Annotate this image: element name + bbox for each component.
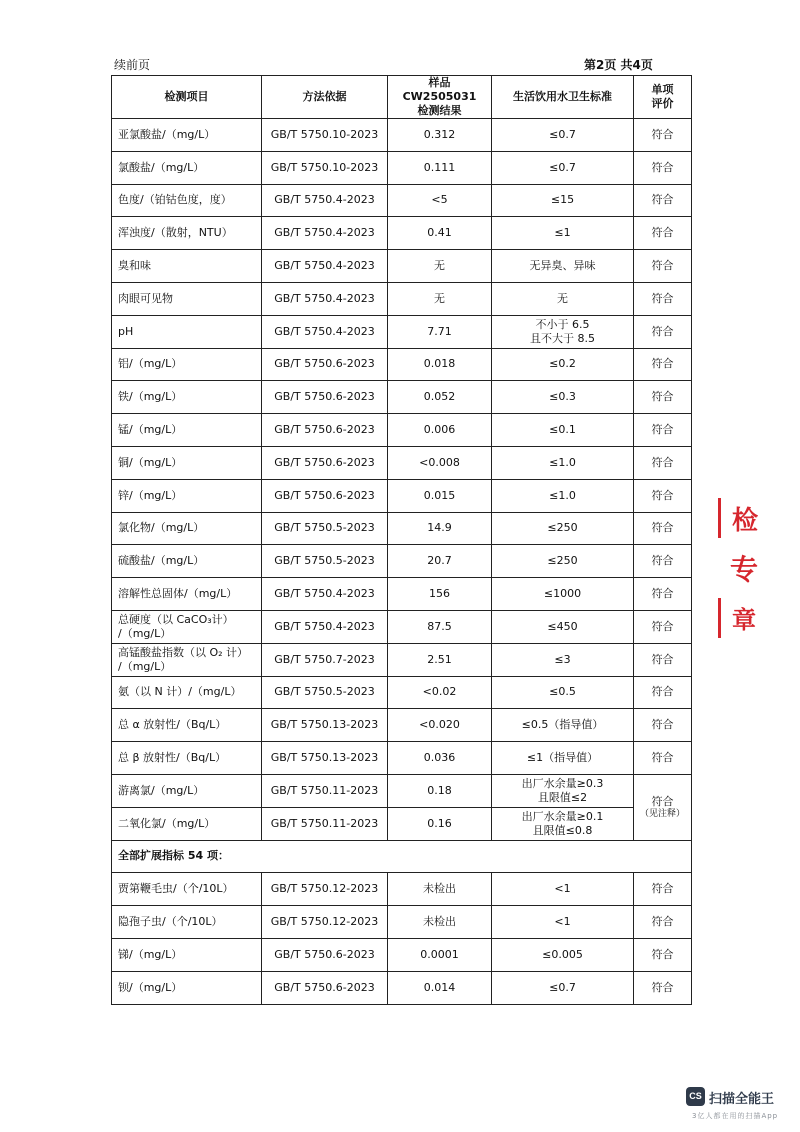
- cell-standard: ≤0.005: [492, 938, 634, 971]
- cell-item: 贾第鞭毛虫/（个/10L）: [112, 873, 262, 906]
- cell-evaluation: 符合: [634, 578, 692, 611]
- table-row: [112, 250, 692, 283]
- red-seal-stamp: [718, 492, 762, 652]
- cell-method: GB/T 5750.4-2023: [262, 578, 388, 611]
- cell-method: GB/T 5750.4-2023: [262, 250, 388, 283]
- cell-method: GB/T 5750.6-2023: [262, 446, 388, 479]
- table-row: [112, 938, 692, 971]
- cell-result: 未检出: [388, 873, 492, 906]
- cell-standard: <1: [492, 906, 634, 939]
- cell-evaluation: 符合: [634, 250, 692, 283]
- seal-border: [718, 498, 729, 538]
- cell-result: 无: [388, 250, 492, 283]
- cell-result: 0.015: [388, 479, 492, 512]
- cell-evaluation: 符合: [634, 119, 692, 152]
- col-header-result: 样品 CW2505031 检测结果: [388, 76, 492, 119]
- cell-result: 14.9: [388, 512, 492, 545]
- table-row: [112, 807, 692, 840]
- table-row: [112, 774, 692, 807]
- table-row: [112, 184, 692, 217]
- cell-standard: ≤1（指导值）: [492, 742, 634, 775]
- cell-evaluation: 符合: [634, 151, 692, 184]
- cell-item: 总硬度（以 CaCO₃计） /（mg/L）: [112, 610, 262, 643]
- cell-standard: 出厂水余量≥0.3 且限值≤2: [492, 774, 634, 807]
- cell-result: 未检出: [388, 906, 492, 939]
- cell-evaluation-merged: [634, 774, 692, 840]
- table-row: [112, 512, 692, 545]
- cell-evaluation: 符合: [634, 217, 692, 250]
- cell-evaluation: 符合: [634, 938, 692, 971]
- cell-result: 7.71: [388, 315, 492, 348]
- cell-standard: ≤450: [492, 610, 634, 643]
- cell-method: GB/T 5750.6-2023: [262, 938, 388, 971]
- cell-evaluation: 符合: [634, 315, 692, 348]
- header-page-number: 第2页 共4页: [584, 58, 653, 72]
- cell-evaluation: 符合: [634, 676, 692, 709]
- cell-item: 高锰酸盐指数（以 O₂ 计） /（mg/L）: [112, 643, 262, 676]
- disinfectant-evaluation: 符合: [651, 794, 674, 808]
- cell-item: 硫酸盐/（mg/L）: [112, 545, 262, 578]
- seal-border: [718, 598, 729, 638]
- cell-method: GB/T 5750.4-2023: [262, 184, 388, 217]
- cell-evaluation: 符合: [634, 512, 692, 545]
- cell-result: 无: [388, 282, 492, 315]
- cell-standard: ≤0.7: [492, 119, 634, 152]
- cell-standard: 不小于 6.5 且不大于 8.5: [492, 315, 634, 348]
- cell-evaluation: 符合: [634, 381, 692, 414]
- cell-result: 0.036: [388, 742, 492, 775]
- cell-method: GB/T 5750.10-2023: [262, 119, 388, 152]
- col-header-evaluation: 单项 评价: [634, 76, 692, 119]
- cell-standard: ≤1.0: [492, 479, 634, 512]
- table-row: [112, 151, 692, 184]
- cell-evaluation: 符合: [634, 709, 692, 742]
- cell-evaluation: 符合: [634, 479, 692, 512]
- cell-result: 0.014: [388, 971, 492, 1004]
- cell-item: pH: [112, 315, 262, 348]
- table-row: [112, 348, 692, 381]
- cell-method: GB/T 5750.10-2023: [262, 151, 388, 184]
- table-row: [112, 906, 692, 939]
- cell-method: GB/T 5750.6-2023: [262, 971, 388, 1004]
- table-row: [112, 282, 692, 315]
- cell-item: 二氧化氯/（mg/L）: [112, 807, 262, 840]
- cell-result: <0.02: [388, 676, 492, 709]
- cell-evaluation: 符合: [634, 971, 692, 1004]
- cell-method: GB/T 5750.12-2023: [262, 906, 388, 939]
- cell-standard: ≤1.0: [492, 446, 634, 479]
- disinfectant-note: （见注释）: [639, 808, 685, 819]
- table-row: [112, 446, 692, 479]
- cell-method: GB/T 5750.13-2023: [262, 709, 388, 742]
- cell-method: GB/T 5750.4-2023: [262, 610, 388, 643]
- cell-item: 铁/（mg/L）: [112, 381, 262, 414]
- cell-result: 20.7: [388, 545, 492, 578]
- col-header-standard: 生活饮用水卫生标准: [492, 76, 634, 119]
- col-header-method: 方法依据: [262, 76, 388, 119]
- cell-item: 锌/（mg/L）: [112, 479, 262, 512]
- cell-method: GB/T 5750.5-2023: [262, 512, 388, 545]
- cell-standard: 无异臭、异味: [492, 250, 634, 283]
- table-row: [112, 315, 692, 348]
- cell-standard: ≤3: [492, 643, 634, 676]
- cell-method: GB/T 5750.5-2023: [262, 545, 388, 578]
- cell-standard: ≤0.5（指导值）: [492, 709, 634, 742]
- table-row: [112, 217, 692, 250]
- table-row: [112, 709, 692, 742]
- cell-method: GB/T 5750.4-2023: [262, 315, 388, 348]
- cell-method: GB/T 5750.7-2023: [262, 643, 388, 676]
- cell-standard: ≤1: [492, 217, 634, 250]
- cell-evaluation: 符合: [634, 446, 692, 479]
- cell-item: 氨（以 N 计）/（mg/L）: [112, 676, 262, 709]
- table-row: [112, 643, 692, 676]
- cell-item: 浑浊度/（散射，NTU）: [112, 217, 262, 250]
- cell-evaluation: 符合: [634, 545, 692, 578]
- cell-standard: ≤0.2: [492, 348, 634, 381]
- cell-result: 0.006: [388, 414, 492, 447]
- cell-result: 156: [388, 578, 492, 611]
- watermark-tagline: 3亿人都在用的扫描App: [692, 1112, 779, 1120]
- cell-evaluation: 符合: [634, 873, 692, 906]
- cell-method: GB/T 5750.6-2023: [262, 381, 388, 414]
- cell-evaluation: 符合: [634, 414, 692, 447]
- cell-method: GB/T 5750.11-2023: [262, 807, 388, 840]
- cell-item: 铜/（mg/L）: [112, 446, 262, 479]
- cell-method: GB/T 5750.6-2023: [262, 348, 388, 381]
- cell-result: 2.51: [388, 643, 492, 676]
- cell-item: 色度/（铂钴色度，度）: [112, 184, 262, 217]
- cell-result: <0.008: [388, 446, 492, 479]
- cell-item: 铝/（mg/L）: [112, 348, 262, 381]
- cell-item: 氯化物/（mg/L）: [112, 512, 262, 545]
- cell-method: GB/T 5750.12-2023: [262, 873, 388, 906]
- cell-item: 钡/（mg/L）: [112, 971, 262, 1004]
- watermark-app-name: 扫描全能王: [709, 1092, 775, 1107]
- cell-evaluation: 符合: [634, 742, 692, 775]
- cell-evaluation: 符合: [634, 610, 692, 643]
- cell-result: <5: [388, 184, 492, 217]
- cell-result: 0.18: [388, 774, 492, 807]
- table-row: [112, 610, 692, 643]
- cell-item: 肉眼可见物: [112, 282, 262, 315]
- header-continued: 续前页: [114, 58, 151, 72]
- cell-result: 0.0001: [388, 938, 492, 971]
- cell-item: 总 β 放射性/（Bq/L）: [112, 742, 262, 775]
- cell-standard: 无: [492, 282, 634, 315]
- cell-standard: ≤0.7: [492, 151, 634, 184]
- cell-result: 0.052: [388, 381, 492, 414]
- seal-char-1: 检: [732, 506, 759, 536]
- cell-method: GB/T 5750.6-2023: [262, 414, 388, 447]
- cell-standard: ≤0.5: [492, 676, 634, 709]
- cell-standard: ≤15: [492, 184, 634, 217]
- cell-evaluation: 符合: [634, 184, 692, 217]
- camscanner-logo-icon: CS: [686, 1087, 705, 1106]
- cell-item: 游离氯/（mg/L）: [112, 774, 262, 807]
- section-title: 全部扩展指标 54 项：: [112, 840, 692, 873]
- cell-evaluation: 符合: [634, 348, 692, 381]
- cell-evaluation: 符合: [634, 643, 692, 676]
- cell-method: GB/T 5750.4-2023: [262, 282, 388, 315]
- table-row: [112, 479, 692, 512]
- table-row: [112, 676, 692, 709]
- cell-result: 0.111: [388, 151, 492, 184]
- cell-method: GB/T 5750.6-2023: [262, 479, 388, 512]
- section-row: [112, 840, 692, 873]
- cell-method: GB/T 5750.13-2023: [262, 742, 388, 775]
- cell-standard: 出厂水余量≥0.1 且限值≤0.8: [492, 807, 634, 840]
- seal-char-3: 章: [732, 606, 756, 634]
- cell-method: GB/T 5750.4-2023: [262, 217, 388, 250]
- cell-result: <0.020: [388, 709, 492, 742]
- cell-item: 亚氯酸盐/（mg/L）: [112, 119, 262, 152]
- table-row: [112, 545, 692, 578]
- table-row: [112, 578, 692, 611]
- test-results-table: [111, 75, 692, 1005]
- table-row: [112, 119, 692, 152]
- cell-standard: ≤250: [492, 512, 634, 545]
- table-row: [112, 742, 692, 775]
- table-row: [112, 381, 692, 414]
- cell-item: 总 α 放射性/（Bq/L）: [112, 709, 262, 742]
- cell-item: 臭和味: [112, 250, 262, 283]
- cell-item: 锰/（mg/L）: [112, 414, 262, 447]
- cell-standard: ≤1000: [492, 578, 634, 611]
- cell-result: 0.018: [388, 348, 492, 381]
- col-header-item: 检测项目: [112, 76, 262, 119]
- cell-method: GB/T 5750.11-2023: [262, 774, 388, 807]
- cell-standard: ≤0.1: [492, 414, 634, 447]
- cell-standard: ≤250: [492, 545, 634, 578]
- table-row: [112, 414, 692, 447]
- table-row: [112, 873, 692, 906]
- cell-result: 0.16: [388, 807, 492, 840]
- cell-method: GB/T 5750.5-2023: [262, 676, 388, 709]
- table-row: [112, 971, 692, 1004]
- cell-item: 隐孢子虫/（个/10L）: [112, 906, 262, 939]
- cell-standard: ≤0.3: [492, 381, 634, 414]
- cell-item: 氯酸盐/（mg/L）: [112, 151, 262, 184]
- cell-result: 87.5: [388, 610, 492, 643]
- cell-evaluation: 符合: [634, 906, 692, 939]
- cell-result: 0.312: [388, 119, 492, 152]
- cell-item: 锑/（mg/L）: [112, 938, 262, 971]
- seal-char-2: 专: [730, 553, 759, 586]
- cell-standard: ≤0.7: [492, 971, 634, 1004]
- cell-evaluation: 符合: [634, 282, 692, 315]
- cell-result: 0.41: [388, 217, 492, 250]
- cell-item: 溶解性总固体/（mg/L）: [112, 578, 262, 611]
- cell-standard: <1: [492, 873, 634, 906]
- table-header-row: [112, 76, 692, 119]
